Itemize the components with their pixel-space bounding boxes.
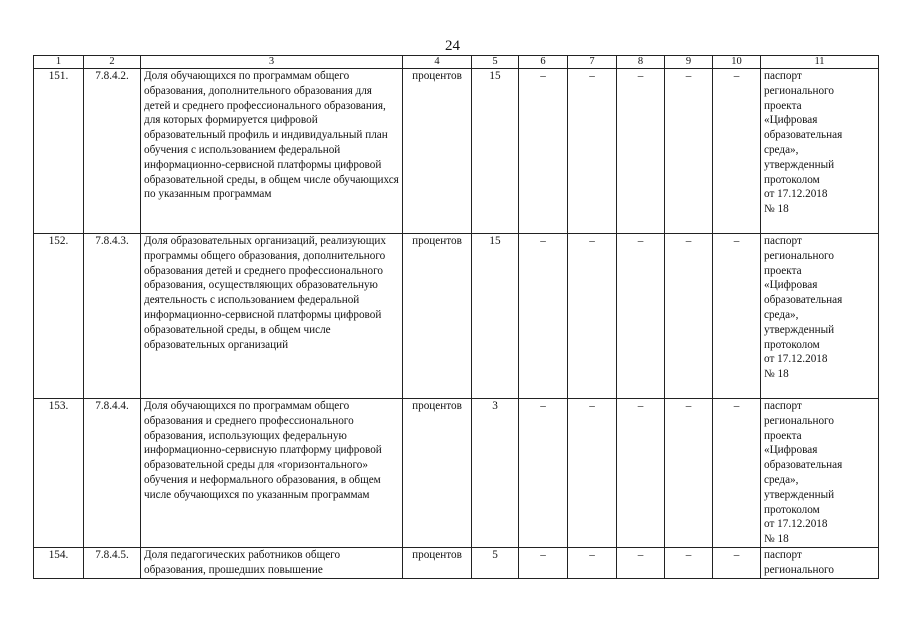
header-cell: 1 xyxy=(34,56,84,69)
column-6-cell: – xyxy=(519,548,568,579)
table-row xyxy=(34,548,879,579)
source-cell xyxy=(761,399,879,548)
source-cell xyxy=(761,234,879,399)
table-row xyxy=(34,69,879,234)
source-text: паспорт регионального проекта «Цифровая образовательная среда», утвержденный протоколом от 17.12.2018 № 18 xyxy=(764,400,843,546)
column-10-cell: – xyxy=(713,548,761,579)
indicator-code-cell: 7.8.4.3. xyxy=(84,234,141,399)
source-text: паспорт регионального проекта «Цифровая образовательная среда», утвержденный протоколом от 17.12.2018 № 18 xyxy=(764,235,843,381)
table-row xyxy=(34,399,879,548)
column-10-cell: – xyxy=(713,234,761,399)
header-cell: 6 xyxy=(519,56,568,69)
indicator-description-cell: Доля обучающихся по программам общего образования, дополнительного образования для детей и среднего профессионального образования, для которых формируется цифровой образовательный профиль и индивидуальный план обучения с использованием федеральной информационно-сервисной платформы цифровой образовательной среды, в общем числе обучающихся по указанным программам xyxy=(141,69,403,234)
unit-cell: процентов xyxy=(403,234,472,399)
header-cell: 2 xyxy=(84,56,141,69)
column-7-cell: – xyxy=(568,548,617,579)
header-cell: 8 xyxy=(617,56,665,69)
value-cell: 3 xyxy=(472,399,519,548)
column-8-cell: – xyxy=(617,69,665,234)
value-cell: 15 xyxy=(472,234,519,399)
column-8-cell: – xyxy=(617,399,665,548)
table-header-row xyxy=(34,56,879,69)
column-7-cell: – xyxy=(568,399,617,548)
unit-cell: процентов xyxy=(403,69,472,234)
header-cell: 7 xyxy=(568,56,617,69)
header-cell: 3 xyxy=(141,56,403,69)
header-cell: 4 xyxy=(403,56,472,69)
unit-cell: процентов xyxy=(403,399,472,548)
header-cell: 9 xyxy=(665,56,713,69)
column-9-cell: – xyxy=(665,234,713,399)
header-cell: 10 xyxy=(713,56,761,69)
row-number-cell: 153. xyxy=(34,399,84,548)
row-number-cell: 151. xyxy=(34,69,84,234)
column-8-cell: – xyxy=(617,548,665,579)
indicator-description-cell: Доля педагогических работников общего образования, прошедших повышение xyxy=(141,548,403,579)
source-text: паспорт регионального xyxy=(764,549,834,576)
indicator-description-cell: Доля обучающихся по программам общего образования и среднего профессионального образования, использующих федеральную информационно-сервисную платформу цифровой образовательной среды для «горизонтального» обучения и неформального образования, в общем числе обучающихся по указанным программам xyxy=(141,399,403,548)
unit-cell: процентов xyxy=(403,548,472,579)
column-9-cell: – xyxy=(665,399,713,548)
column-6-cell: – xyxy=(519,234,568,399)
value-cell: 15 xyxy=(472,69,519,234)
column-9-cell: – xyxy=(665,548,713,579)
source-cell xyxy=(761,69,879,234)
header-cell: 5 xyxy=(472,56,519,69)
table-row xyxy=(34,234,879,399)
column-10-cell: – xyxy=(713,69,761,234)
source-text: паспорт регионального проекта «Цифровая образовательная среда», утвержденный протоколом от 17.12.2018 № 18 xyxy=(764,70,843,216)
column-7-cell: – xyxy=(568,234,617,399)
indicator-code-cell: 7.8.4.4. xyxy=(84,399,141,548)
indicator-table xyxy=(33,55,879,579)
value-cell: 5 xyxy=(472,548,519,579)
column-7-cell: – xyxy=(568,69,617,234)
column-9-cell: – xyxy=(665,69,713,234)
column-8-cell: – xyxy=(617,234,665,399)
header-cell: 11 xyxy=(761,56,879,69)
indicator-code-cell: 7.8.4.2. xyxy=(84,69,141,234)
page-number: 24 xyxy=(445,38,460,54)
column-10-cell: – xyxy=(713,399,761,548)
source-cell xyxy=(761,548,879,579)
indicator-description-cell: Доля образовательных организаций, реализующих программы общего образования, дополнительного образования детей и среднего профессионального образования, осуществляющих образовательную деятельность с использованием федеральной информационно-сервисной платформы цифровой образовательной среды, в общем числе образовательных организаций xyxy=(141,234,403,399)
column-6-cell: – xyxy=(519,69,568,234)
row-number-cell: 152. xyxy=(34,234,84,399)
row-number-cell: 154. xyxy=(34,548,84,579)
column-6-cell: – xyxy=(519,399,568,548)
indicator-code-cell: 7.8.4.5. xyxy=(84,548,141,579)
